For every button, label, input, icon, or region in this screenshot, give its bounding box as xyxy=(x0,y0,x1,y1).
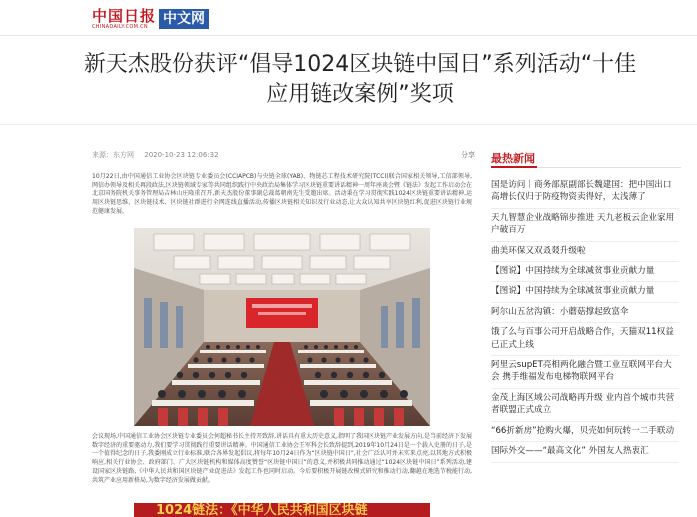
hot-news-accent xyxy=(491,166,537,168)
news-link[interactable]: 饿了么与百事公司开启战略合作，天猫双11权益已正式上线 xyxy=(491,323,679,356)
article-meta xyxy=(92,150,227,160)
hot-news-list xyxy=(491,176,679,463)
site-header xyxy=(0,0,697,36)
share-button[interactable]: 分享 xyxy=(461,151,475,159)
logo-section-box: 中文网 xyxy=(159,9,209,29)
article-title: 新天杰股份获评“倡导1024区块链中国日”系列活动“十佳应用链改案例”奖项 xyxy=(83,52,637,107)
news-link[interactable]: 国际外交——“最高文化” 外国友人热衷汇 xyxy=(491,442,679,462)
logo-english: CHINADAILY.COM.CN xyxy=(92,23,148,30)
article-paragraph: 会议现场,中国通信工业协会区块链专业委员会何超秘书长主持开致辞,讲话具有重大历史意义,指明了我国区块链产业发展方向,是当前经济下发展数字经济的重要驱动力,我们要学习贯彻践行重要讲话精神。中国通信工业协会王军科会长致辞提到,2019年10月24日是一个载入史册的日子,是一个值得纪念的日子,我委刚成立行业标准,联合各界发起倡议,将每年10月24日作为“区块链中国日”,社会广泛认可并未实来点亮,以其地方式积极响应,相关行业协会、政府部门、广大区块链机构和媒体高度赞誉“区块链中国日”的意义,并积极共同推动通过“1024区块链中国日”系列活动,建设国家区块链路,《中华人民共和国区块链产业促进法》发起工作也同时启动。今后要积极开展链改模式研究和推动行动,翻越在地选节税能行动,共筑产业应用新格局,为数字经济发展做贡献。 xyxy=(92,433,472,484)
hot-news-heading: 最热新闻 xyxy=(491,152,535,165)
news-link[interactable]: 阿尔山五岔沟镇：小蘑菇撑起致富伞 xyxy=(491,303,679,323)
conference-photo xyxy=(134,228,430,426)
banner-text: 1024链法：《中华人民共和国区块链 xyxy=(156,503,368,517)
news-link[interactable]: 国是访问｜商务部原副部长魏建国：把中国出口高增长仅归于防疫物资卖得好，太浅薄了 xyxy=(491,176,679,209)
news-link[interactable]: 天九智慧企业战略锦步推进 天九老板云企业家用户破百万 xyxy=(491,209,679,242)
conference-hall-image xyxy=(134,228,430,426)
logo-chinese: 中国日报 xyxy=(92,6,157,25)
news-link[interactable]: “66折新房”抢购火爆，贝壳如何玩转一二手联动 xyxy=(491,422,679,442)
article-source: 来源：东方网 xyxy=(92,151,134,159)
event-banner-image xyxy=(134,503,430,517)
news-link[interactable]: 【图说】中国持续为全球减贫事业贡献力量 xyxy=(491,262,679,282)
article-date: 2020-10-23 12:06:32 xyxy=(144,151,219,159)
logo-wordmark xyxy=(92,6,157,30)
article-paragraph: 10月22日,由中国通信工业协会区块链专业委员会(CCIAPCB)与央链全球(YAB)、物链芯工程技术研究院(TCCI)联合国家相关领导,工信部领导,网信办领导及相关再段政法,区块链领域专家等共同组织践行中央政治局集体学习区块链重要讲话精神一周年座谈会暨《链法》发起工作启动会在北京国务院机关事务管理局吉林山庄隆重召开,新天杰股份董事副总裁葛朝南先生受邀出席。活动秉在学习贯彻实践1024区块链重要讲话精神,运用区块链思维、区块链技术、区块链社群进行全网连线直播活动,传播区块链相关知识及行业动态,让大众认知共享区块链红利,促进区块链行业规范健康发展。 xyxy=(92,173,472,215)
news-link[interactable]: 【图说】中国持续为全球减贫事业贡献力量 xyxy=(491,282,679,302)
news-link[interactable]: 曲美环保又双叒叕升级啦 xyxy=(491,242,679,262)
news-link[interactable]: 阿里云supET亮相两化融合暨工业互联网平台大会 携手维福发布电梯物联网平台 xyxy=(491,356,679,389)
news-link[interactable]: 金茂上海区域公司战略再升级 业内首个城市共营者联盟正式成立 xyxy=(491,389,679,422)
title-divider xyxy=(0,124,697,125)
site-logo[interactable] xyxy=(92,8,209,30)
